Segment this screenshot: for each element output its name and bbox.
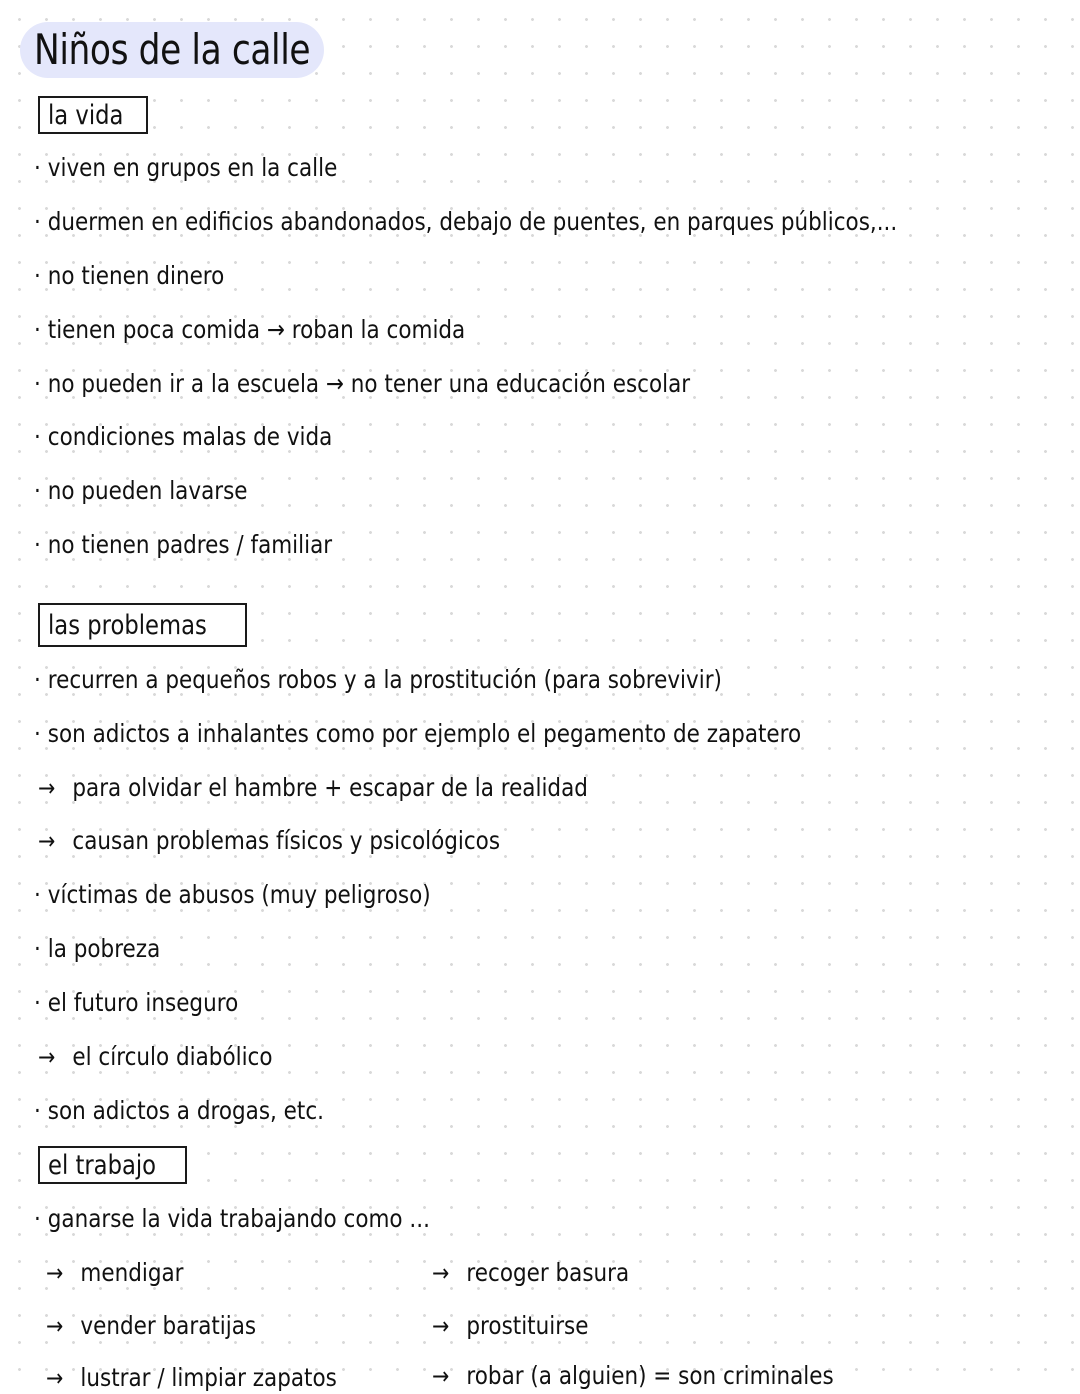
bullet-icon: · bbox=[34, 1204, 41, 1233]
list-item: · duermen en edificios abandonados, debajo de puentes, en parques públicos,... bbox=[34, 207, 898, 236]
list-item: · no pueden ir a la escuela → no tener una educación escolar bbox=[34, 369, 691, 398]
list-item: · son adictos a drogas, etc. bbox=[34, 1096, 325, 1125]
bullet-icon: · bbox=[34, 207, 41, 236]
arrow-icon: → bbox=[432, 1362, 450, 1390]
page-title: Niños de la calle bbox=[34, 25, 311, 74]
list-item: · viven en grupos en la calle bbox=[34, 153, 338, 182]
job-item-right: → robar (a alguien) = son criminales bbox=[432, 1361, 834, 1390]
list-item: · no tienen dinero bbox=[34, 261, 225, 290]
arrow-icon: → bbox=[432, 1259, 450, 1287]
bullet-icon: · bbox=[34, 369, 41, 398]
bullet-icon: · bbox=[34, 665, 41, 694]
bullet-icon: · bbox=[34, 422, 41, 451]
list-item: · el futuro inseguro bbox=[34, 988, 239, 1017]
title-highlight bbox=[20, 22, 324, 78]
bullet-icon: · bbox=[34, 261, 41, 290]
job-item-right: → prostituirse bbox=[432, 1311, 589, 1340]
list-item: · ganarse la vida trabajando como ... bbox=[34, 1204, 430, 1233]
section-heading-label: la vida bbox=[48, 99, 124, 131]
job-item-right: → recoger basura bbox=[432, 1258, 630, 1287]
list-item: · tienen poca comida → roban la comida bbox=[34, 315, 466, 344]
list-item: · no tienen padres / familiar bbox=[34, 530, 333, 559]
list-item: · son adictos a inhalantes como por ejemplo el pegamento de zapatero bbox=[34, 719, 802, 748]
arrow-icon: → bbox=[38, 774, 56, 802]
section-heading-vida bbox=[38, 96, 148, 134]
arrow-icon: → bbox=[432, 1312, 450, 1340]
list-item-sub: → causan problemas físicos y psicológicos bbox=[38, 826, 501, 855]
arrow-icon: → bbox=[38, 1043, 56, 1071]
job-item-left: → mendigar bbox=[46, 1258, 184, 1287]
bullet-icon: · bbox=[34, 476, 41, 505]
arrow-icon: → bbox=[38, 827, 56, 855]
arrow-icon: → bbox=[46, 1312, 64, 1340]
bullet-icon: · bbox=[34, 1096, 41, 1125]
bullet-icon: · bbox=[34, 880, 41, 909]
section-heading-trabajo bbox=[38, 1146, 187, 1184]
bullet-icon: · bbox=[34, 988, 41, 1017]
list-item: · condiciones malas de vida bbox=[34, 422, 333, 451]
list-item: · recurren a pequeños robos y a la prostitución (para sobrevivir) bbox=[34, 665, 722, 694]
job-item-left: → lustrar / limpiar zapatos bbox=[46, 1363, 337, 1392]
job-item-left: → vender baratijas bbox=[46, 1311, 257, 1340]
list-item: · no pueden lavarse bbox=[34, 476, 248, 505]
list-item: · la pobreza bbox=[34, 934, 161, 963]
bullet-icon: · bbox=[34, 719, 41, 748]
section-heading-problemas bbox=[38, 603, 247, 647]
list-item-sub: → el círculo diabólico bbox=[38, 1042, 273, 1071]
arrow-icon: → bbox=[46, 1259, 64, 1287]
list-item-sub: → para olvidar el hambre + escapar de la realidad bbox=[38, 773, 588, 802]
section-heading-label: las problemas bbox=[48, 609, 207, 641]
arrow-icon: → bbox=[46, 1364, 64, 1392]
bullet-icon: · bbox=[34, 153, 41, 182]
bullet-icon: · bbox=[34, 530, 41, 559]
list-item: · víctimas de abusos (muy peligroso) bbox=[34, 880, 431, 909]
bullet-icon: · bbox=[34, 315, 41, 344]
section-heading-label: el trabajo bbox=[48, 1149, 157, 1181]
bullet-icon: · bbox=[34, 934, 41, 963]
